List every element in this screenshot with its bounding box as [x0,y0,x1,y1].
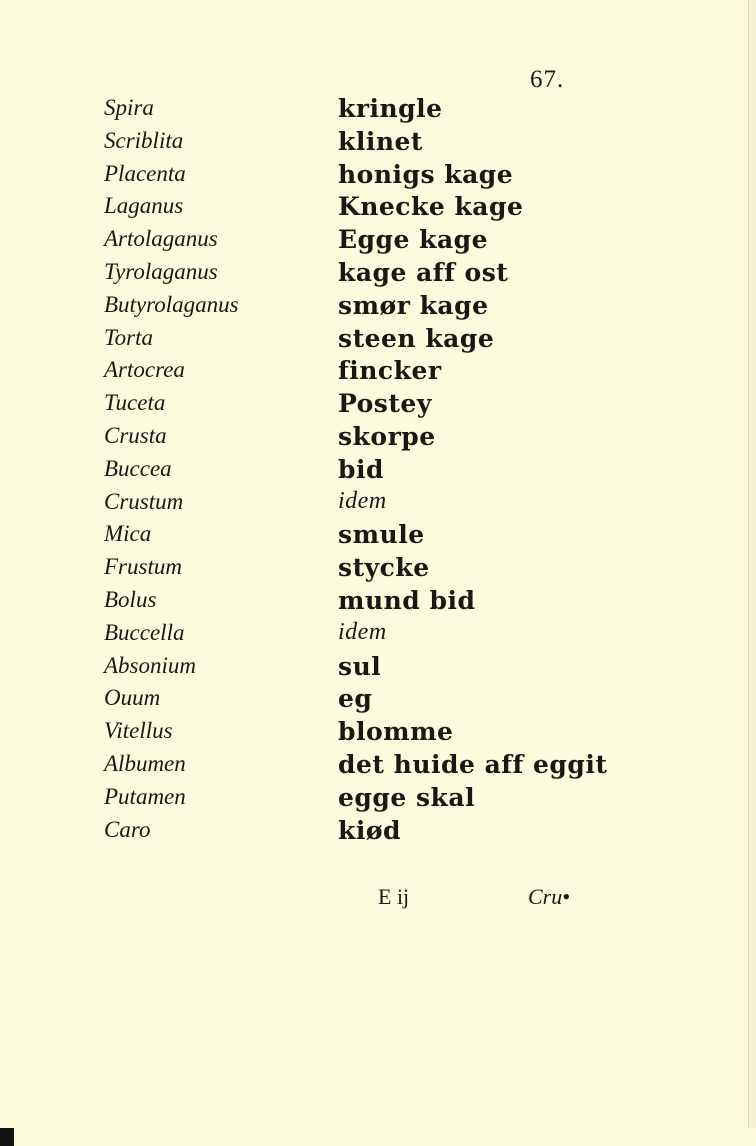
danish-translation: egge skal [338,783,476,812]
latin-term: Putamen [104,784,186,809]
latin-term: Tuceta [104,390,166,415]
latin-term: Ouum [104,685,161,710]
latin-term: Caro [104,817,151,842]
latin-term: Buccea [104,456,172,481]
danish-translation: Egge kage [338,225,489,254]
danish-translation: idem [338,619,387,645]
danish-translation: steen kage [338,324,495,353]
latin-term: Placenta [104,161,186,186]
latin-term: Laganus [104,193,184,218]
latin-term: Crustum [104,489,184,514]
danish-translation: skorpe [338,422,436,451]
danish-translation: honigs kage [338,160,514,189]
latin-term: Butyrolaganus [104,292,239,317]
danish-translation: mund bid [338,586,476,615]
latin-term: Albumen [104,751,186,776]
latin-term: Tyrolaganus [104,259,218,284]
danish-translation: kiød [338,816,401,845]
latin-term: Spira [104,95,154,120]
danish-translation: smule [338,520,425,549]
danish-translation: eg [338,684,373,713]
danish-translation: kage aff ost [338,258,509,287]
latin-term: Bolus [104,587,157,612]
danish-translation: sul [338,652,382,681]
danish-translation: kringle [338,94,443,123]
page-number: 67. [530,66,565,93]
latin-term: Scriblita [104,128,184,153]
danish-translation: klinet [338,127,423,156]
danish-translation: stycke [338,553,430,582]
danish-translation: smør kage [338,291,489,320]
danish-translation: fincker [338,356,442,385]
signature-mark: E ij [378,884,410,909]
danish-translation: bid [338,455,384,484]
latin-term: Vitellus [104,718,173,743]
latin-term: Crusta [104,423,167,448]
latin-term: Torta [104,325,154,350]
latin-term: Absonium [104,653,196,678]
latin-term: Frustum [104,554,182,579]
latin-term: Mica [104,521,152,546]
danish-translation: Knecke kage [338,192,524,221]
latin-term: Artolaganus [104,226,218,251]
latin-term: Buccella [104,620,185,645]
catchword: Cru• [528,884,570,909]
danish-translation: det huide aff eggit [338,750,608,779]
danish-translation: Postey [338,389,432,418]
latin-term: Artocrea [104,357,185,382]
danish-translation: blomme [338,717,454,746]
danish-translation: idem [338,488,387,514]
